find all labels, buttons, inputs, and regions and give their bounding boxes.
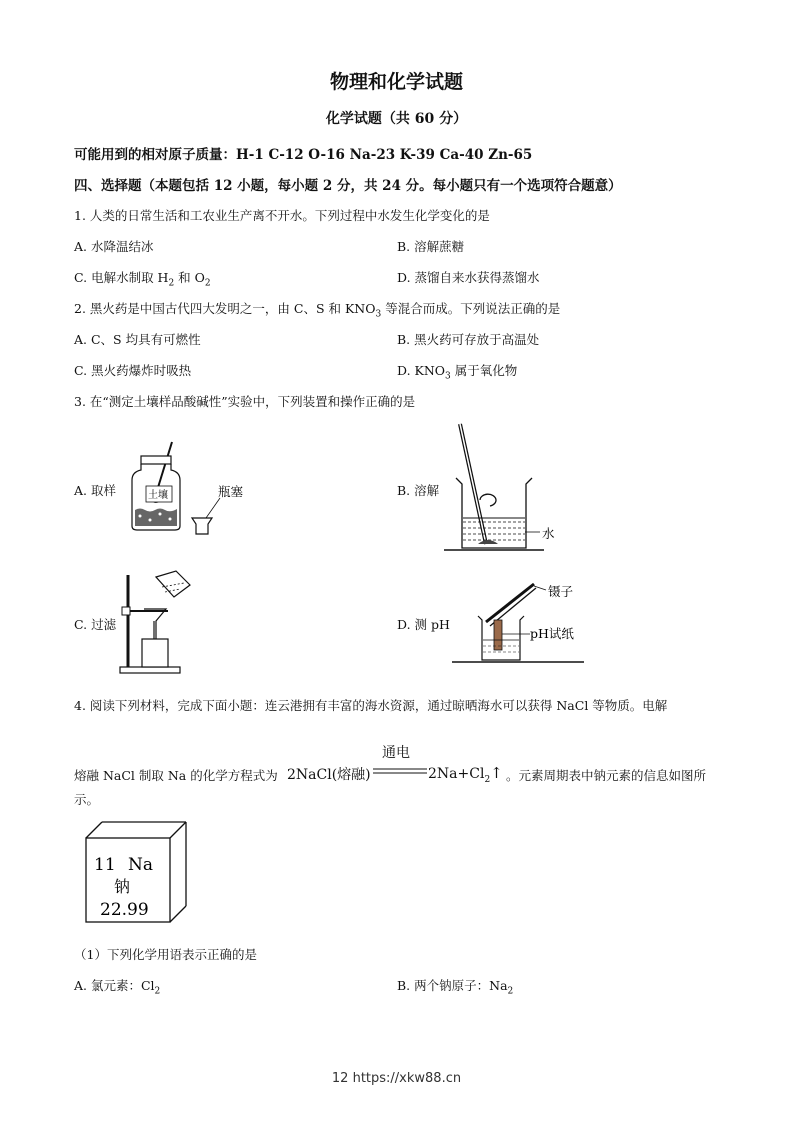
question-4-line-2-end: 。元素周期表中钠元素的信息如图所 <box>506 768 707 783</box>
atomic-masses: 可能用到的相对原子质量：H-1 C-12 O-16 Na-23 K-39 Ca-40 Zn-65 <box>74 147 533 163</box>
atomic-number: 11 <box>94 855 116 875</box>
filtration-diagram <box>118 565 198 679</box>
ph-test-diagram <box>452 578 592 664</box>
subscript: 2 <box>154 986 161 997</box>
q2-option-c: C. 黑火药爆炸时吸热 <box>74 363 192 378</box>
equation-condition: 通电 <box>382 745 410 761</box>
q2-option-d <box>397 361 517 382</box>
q2-option-d-text2: 属于氧化物 <box>450 363 518 378</box>
equation-right-text: 2Na+Cl <box>428 766 485 782</box>
section-heading: 四、选择题（本题包括 12 小题，每小题 2 分，共 24 分。每小题只有一个选项符合题意） <box>74 178 622 194</box>
subscript: 2 <box>204 278 211 289</box>
q1-option-c-text2: 和 O <box>174 270 205 285</box>
q3-option-d: D. 测 pH <box>397 617 450 632</box>
equation-right <box>428 764 503 785</box>
q2-option-d-text: D. KNO <box>397 363 446 378</box>
q4-1-option-a <box>74 976 160 997</box>
q2-stem-text: 2. 黑火药是中国古代四大发明之一，由 C、S 和 KNO <box>74 301 376 316</box>
q1-option-b: B. 溶解蔗糖 <box>397 239 465 254</box>
page-title: 物理和化学试题 <box>329 71 463 93</box>
page-footer: 12 https://xkw88.cn <box>331 1071 462 1086</box>
q1-option-c-text: C. 电解水制取 H <box>74 270 169 285</box>
q2-option-a: A. C、S 均具有可燃性 <box>74 332 201 347</box>
question-2-stem <box>74 299 560 320</box>
subscript: 2 <box>168 278 175 289</box>
q2-stem-text2: 等混合而成。下列说法正确的是 <box>381 301 561 316</box>
question-4-line-1: 4. 阅读下列材料，完成下面小题：连云港拥有丰富的海水资源，通过晾晒海水可以获得 NaCl 等物质。电解 <box>74 698 668 713</box>
equation-left: 2NaCl(熔融) <box>287 767 371 783</box>
q3-option-a: A. 取样 <box>74 483 116 498</box>
periodic-table-sodium-cell <box>84 820 188 926</box>
element-symbol: Na <box>128 855 154 875</box>
subscript: 3 <box>445 371 451 382</box>
q2-option-b: B. 黑火药可存放于高温处 <box>397 332 540 347</box>
subscript: 3 <box>375 309 382 320</box>
q4-1-option-b <box>397 976 513 997</box>
q3-option-b: B. 溶解 <box>397 483 440 498</box>
question-4-line-2: 熔融 NaCl 制取 Na 的化学方程式为 <box>74 768 278 783</box>
ph-paper-label: pH试纸 <box>530 626 574 641</box>
equation-equals-sign <box>373 767 427 775</box>
q1-option-d: D. 蒸馏自来水获得蒸馏水 <box>397 270 540 285</box>
dissolving-beaker-diagram <box>444 422 574 556</box>
atomic-mass: 22.99 <box>100 900 149 920</box>
subscript: 2 <box>507 986 514 997</box>
q1-option-c <box>74 268 211 289</box>
question-4-line-3: 示。 <box>74 792 100 807</box>
q4-1-option-a-text: A. 氯元素：Cl <box>74 978 155 993</box>
page-subtitle: 化学试题（共 60 分） <box>325 111 468 127</box>
q4-1-option-b-text: B. 两个钠原子：Na <box>397 978 508 993</box>
gas-arrow: ↑ <box>490 764 503 782</box>
element-name: 钠 <box>114 877 131 896</box>
soil-label: 土壤 <box>148 490 168 501</box>
sampling-jar-diagram <box>128 440 278 540</box>
question-4-sub-1-stem: （1）下列化学用语表示正确的是 <box>74 947 257 962</box>
subscript: 2 <box>484 774 491 785</box>
water-label: 水 <box>542 526 555 541</box>
question-3-stem: 3. 在“测定土壤样品酸碱性”实验中，下列装置和操作正确的是 <box>74 394 416 409</box>
stopper-label: 瓶塞 <box>218 484 244 499</box>
q3-option-c: C. 过滤 <box>74 617 117 632</box>
question-1-stem: 1. 人类的日常生活和工农业生产离不开水。下列过程中水发生化学变化的是 <box>74 208 490 223</box>
q1-option-a: A. 水降温结冰 <box>74 239 154 254</box>
tweezers-label: 镊子 <box>548 584 574 599</box>
